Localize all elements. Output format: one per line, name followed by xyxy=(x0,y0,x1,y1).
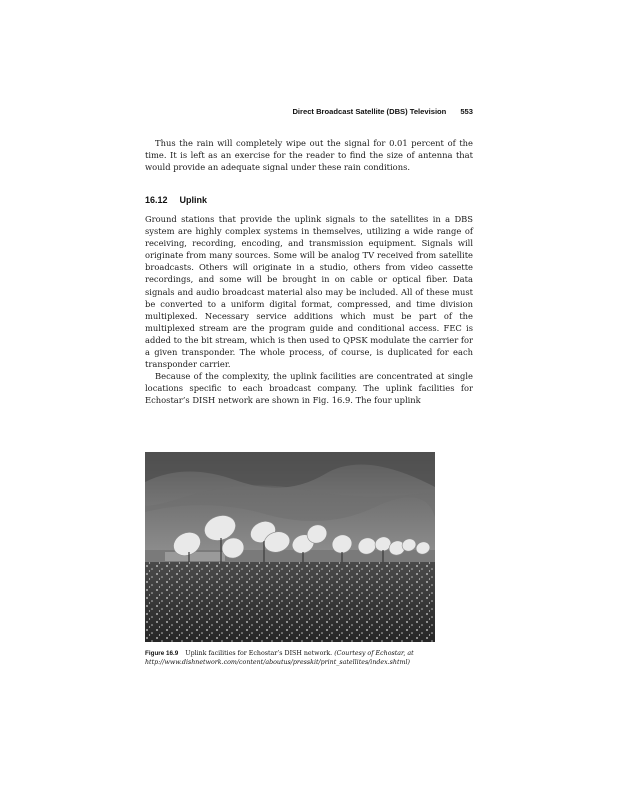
paragraph-rain-conclusion: Thus the rain will completely wipe out the signal for 0.01 percent of the time. It is left as an exercise for the reader to find the size of antenna that would provide an adequate signal under these rain conditions. xyxy=(145,138,473,173)
figure-caption xyxy=(145,649,445,667)
figure-uplink-photo xyxy=(145,452,435,642)
paragraph-uplink-facilities: Because of the complexity, the uplink facilities are concentrated at single locations specific to each broadcast company. The uplink facilities for Echostar’s DISH network are shown in Fig. 16.9. The four uplink xyxy=(145,371,473,406)
figure-caption-text: Uplink facilities for Echostar’s DISH network. xyxy=(185,650,333,657)
figure-label: Figure 16.9 xyxy=(145,650,179,657)
section-number: 16.12 xyxy=(145,195,168,205)
running-head xyxy=(145,107,473,116)
page-number: 553 xyxy=(460,107,473,116)
paragraph-ground-stations: Ground stations that provide the uplink signals to the satellites in a DBS system are highly complex systems in themselves, utilizing a wide range of receiving, recording, encoding, and transmission equipment. Signals will originate from many sources. Some will be analog TV received from satellite broadcasts. Others will originate in a studio, others from video cassette recordings, and some will be brought in on cable or optical fiber. Data signals and audio broadcast material also may be included. All of these must be converted to a uniform digital format, compressed, and time division multiplexed. Necessary service additions which must be part of the multiplexed stream are the program guide and conditional access. FEC is added to the bit stream, which is then used to QPSK modulate the carrier for a given transponder. The whole process, of course, is duplicated for each transponder carrier. xyxy=(145,214,473,370)
figure-credit: (Courtesy of Echostar, at xyxy=(334,650,414,657)
figure-source-url: http://www.dishnetwork.com/content/aboutus/presskit/print_satellites/index.shtml) xyxy=(145,659,410,666)
running-head-title: Direct Broadcast Satellite (DBS) Television xyxy=(292,107,447,116)
section-title: Uplink xyxy=(179,195,208,205)
section-heading xyxy=(145,195,473,205)
satellite-dish-field-image xyxy=(145,452,435,642)
